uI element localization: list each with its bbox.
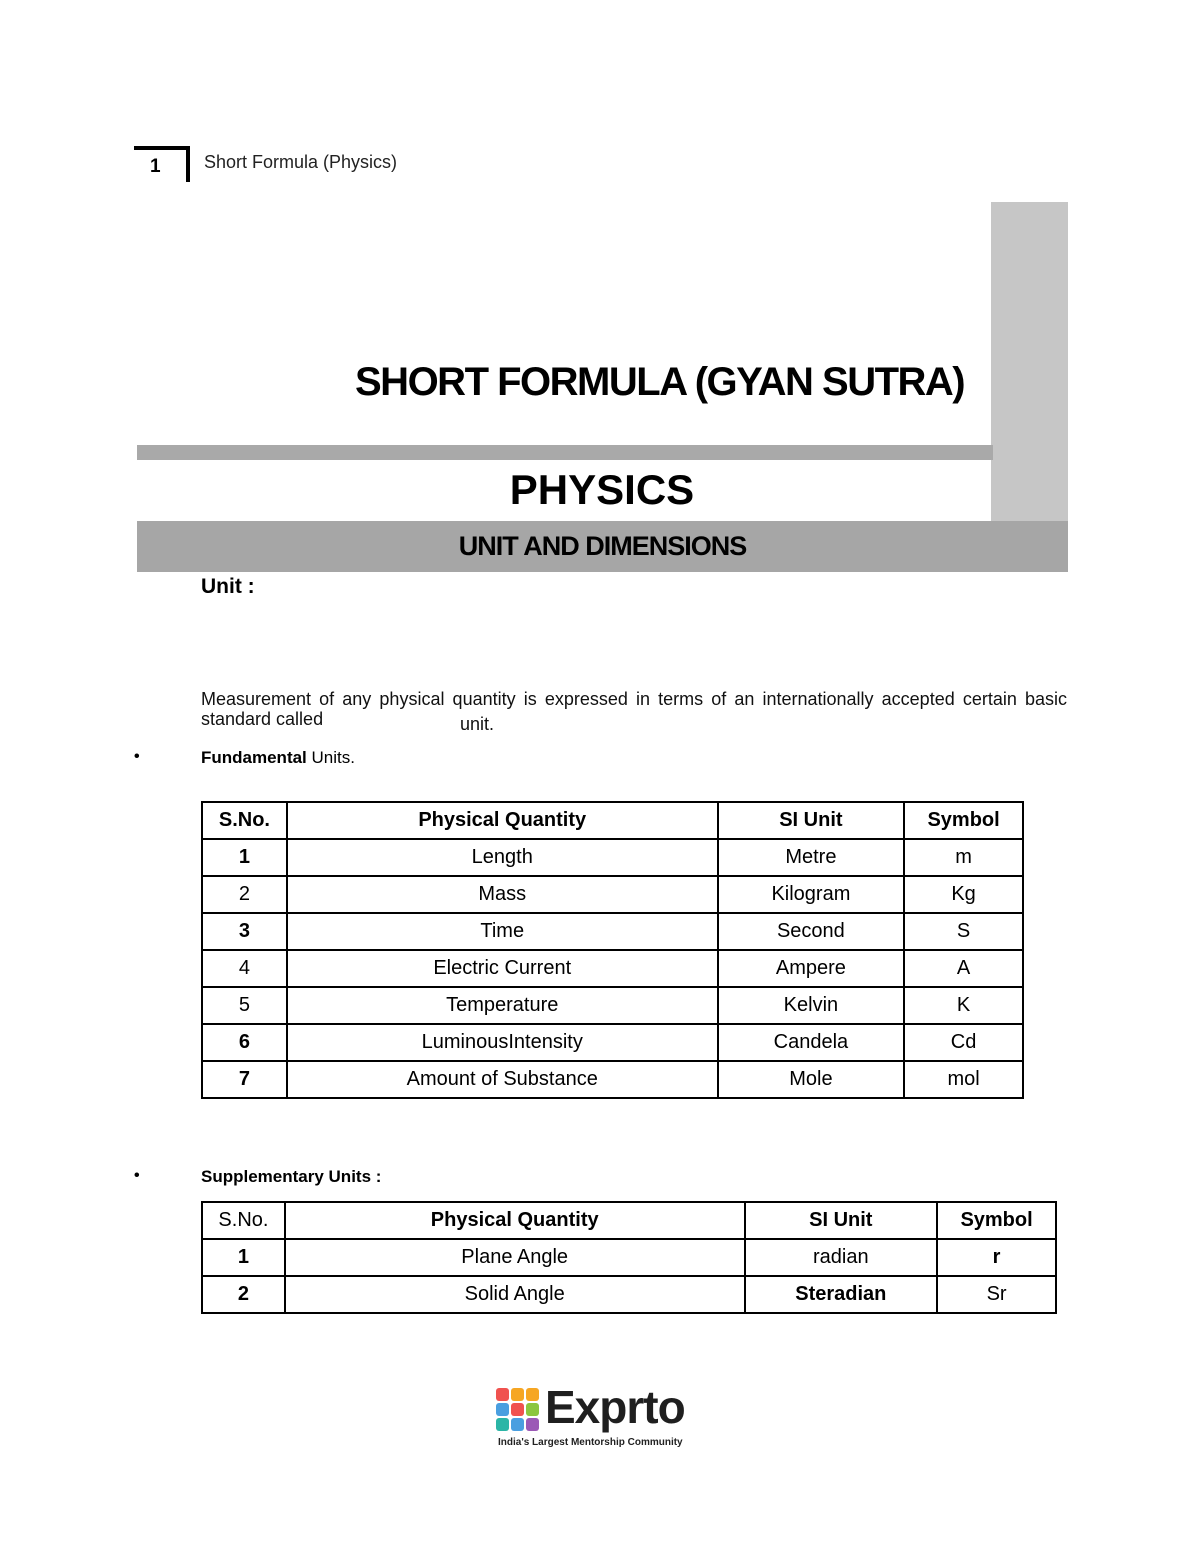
header-quantity: Physical Quantity [287,802,718,839]
cell-sno: 5 [202,987,287,1024]
cell-symbol: m [904,839,1023,876]
header-sno: S.No. [202,1202,285,1239]
logo-tile [496,1403,509,1416]
table-header-row [202,1202,1056,1239]
cell-sno: 1 [202,839,287,876]
unit-definition-paragraph: Measurement of any physical quantity is expressed in terms of an internationally accepted certain basic standard called [201,689,1067,729]
supplementary-units-label: Supplementary Units : [201,1167,382,1186]
cell-si-unit: radian [745,1239,938,1276]
cell-si-unit: Kelvin [718,987,905,1024]
table-row [202,913,1023,950]
cell-symbol: Sr [937,1276,1056,1313]
logo-tile [526,1418,539,1431]
header-si-unit: SI Unit [745,1202,938,1239]
logo-tile [526,1388,539,1401]
chapter-banner [137,521,1068,572]
cell-sno: 2 [202,876,287,913]
table-row [202,1024,1023,1061]
cell-quantity: Plane Angle [285,1239,745,1276]
decorative-divider-bar [137,445,993,460]
table-row [202,1276,1056,1313]
cell-sno: 4 [202,950,287,987]
logo-tile [526,1403,539,1416]
logo-tile [511,1418,524,1431]
logo-tile [496,1388,509,1401]
exprto-logo [496,1381,716,1450]
cell-sno: 1 [202,1239,285,1276]
fundamental-label-bold: Fundamental [201,748,307,767]
unit-heading: Unit : [201,575,255,598]
cell-si-unit: Mole [718,1061,905,1098]
cell-symbol: A [904,950,1023,987]
header-quantity: Physical Quantity [285,1202,745,1239]
cell-symbol: Kg [904,876,1023,913]
cell-quantity: Solid Angle [285,1276,745,1313]
table-row [202,876,1023,913]
cell-sno: 2 [202,1276,285,1313]
table-row [202,1061,1023,1098]
cell-si-unit: Ampere [718,950,905,987]
document-title: SHORT FORMULA (GYAN SUTRA) [355,360,965,404]
cell-quantity: Amount of Substance [287,1061,718,1098]
subject-title: PHYSICS [509,466,695,513]
fundamental-label-rest: Units. [306,748,355,767]
cell-si-unit: Kilogram [718,876,905,913]
logo-tagline: India's Largest Mentorship Community [498,1437,683,1448]
table-row [202,839,1023,876]
cell-si-unit: Metre [718,839,905,876]
cell-quantity: Temperature [287,987,718,1024]
cell-sno: 6 [202,1024,287,1061]
cell-sno: 3 [202,913,287,950]
cell-si-unit: Candela [718,1024,905,1061]
table-row [202,987,1023,1024]
unit-definition-end: unit. [460,714,495,734]
cell-symbol: Cd [904,1024,1023,1061]
table-row [202,950,1023,987]
fundamental-units-label [201,748,355,768]
table-row [202,1239,1056,1276]
cell-symbol: K [904,987,1023,1024]
header-si-unit: SI Unit [718,802,905,839]
cell-si-unit: Steradian [745,1276,938,1313]
logo-tile [511,1403,524,1416]
running-title: Short Formula (Physics) [204,152,398,172]
chapter-title: UNIT AND DIMENSIONS [458,531,747,561]
cell-si-unit: Second [718,913,905,950]
page-number: 1 [150,156,161,177]
cell-quantity: LuminousIntensity [287,1024,718,1061]
cell-quantity: Electric Current [287,950,718,987]
logo-mark-icon [496,1388,540,1432]
logo-tile [511,1388,524,1401]
logo-wordmark: Exprto [545,1381,685,1433]
header-symbol: Symbol [904,802,1023,839]
cell-sno: 7 [202,1061,287,1098]
page-number-box [134,146,190,182]
header-sno: S.No. [202,802,287,839]
supplementary-units-table [201,1201,1057,1314]
cell-symbol: mol [904,1061,1023,1098]
table-header-row [202,802,1023,839]
bullet-supplementary: • [134,1167,140,1184]
cell-quantity: Time [287,913,718,950]
logo-tile [496,1418,509,1431]
cell-symbol: S [904,913,1023,950]
cell-symbol: r [937,1239,1056,1276]
cell-quantity: Mass [287,876,718,913]
bullet-fundamental: • [134,748,140,765]
fundamental-units-table [201,801,1024,1099]
cell-quantity: Length [287,839,718,876]
header-symbol: Symbol [937,1202,1056,1239]
